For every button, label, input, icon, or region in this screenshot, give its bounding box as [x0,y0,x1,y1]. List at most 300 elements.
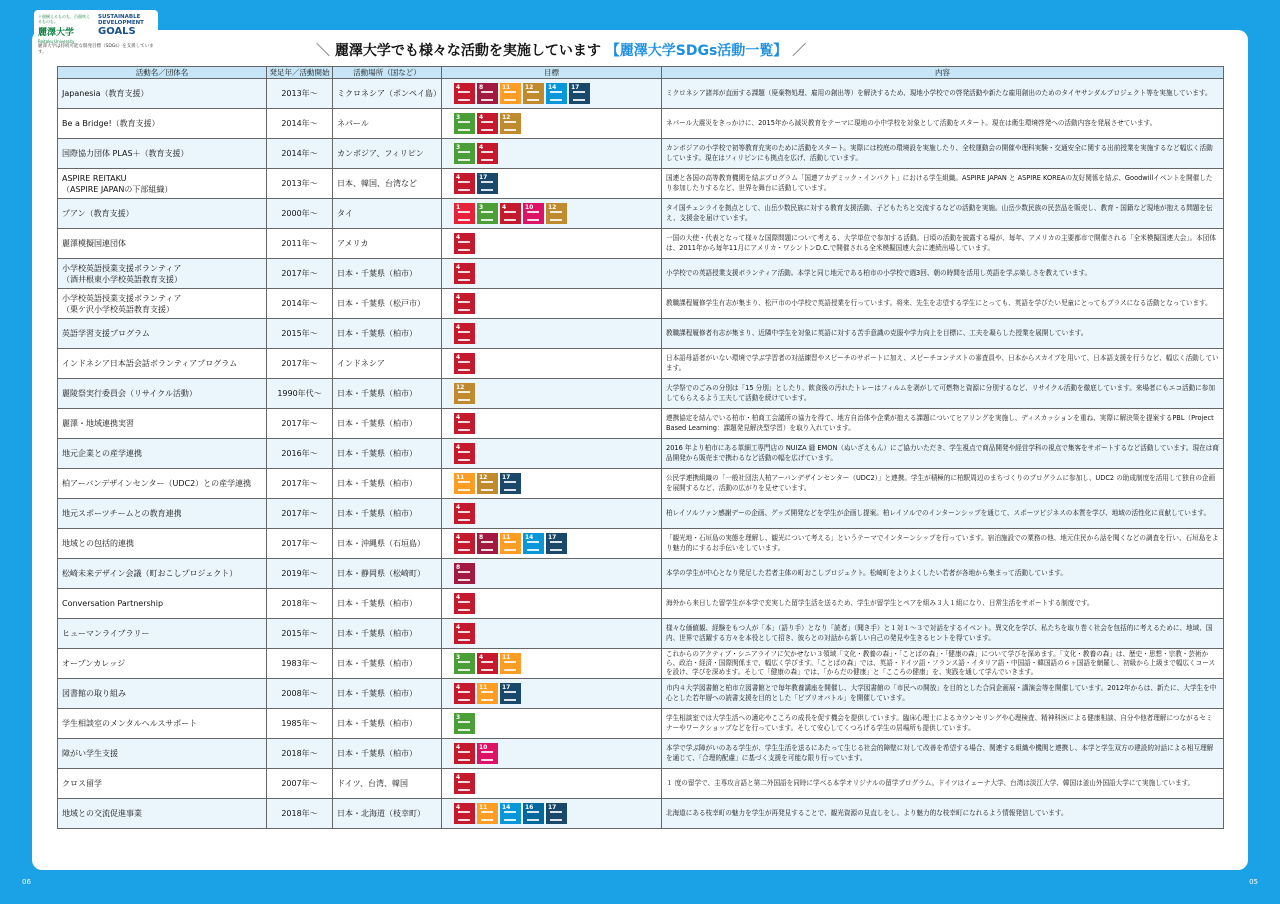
sdg-goal-number: 17 [548,534,557,541]
activity-name: オープンカレッジ [58,649,267,679]
sdg-goals [442,349,662,379]
sdg-goal-glyph [481,811,493,821]
sdg-goal-glyph [504,541,516,551]
start-year: 2013年～ [267,79,333,109]
sdg-goal-icon [477,473,498,494]
activity-place: 日本・千葉県（柏市） [333,709,442,739]
sdg-goal-number: 4 [456,534,461,541]
activity-name: Conversation Partnership [58,589,267,619]
activity-description: 日本語母語者がいない環境で学ぶ学習者の対話練習やスピーチのサポートに加え、スピーチコンテストの審査員や、日本からスカイプを用いて、日本語支援を行うなど、幅広く活動しています。 [662,349,1224,379]
sdg-goal-glyph [458,511,470,521]
sdg-goal-glyph [504,91,516,101]
sdg-goal-number: 4 [456,234,461,241]
table-row [58,439,1224,469]
activity-place: 日本・千葉県（柏市） [333,469,442,499]
sdg-goals [442,169,662,199]
sdg-goal-number: 17 [571,84,580,91]
table-row [58,379,1224,409]
activity-place: 日本・沖縄県（石垣島） [333,529,442,559]
start-year: 2011年～ [267,229,333,259]
table-row [58,199,1224,229]
sdg-goal-number: 3 [456,144,461,151]
sdg-goal-number: 17 [502,684,511,691]
activity-description: ネパール大震災をきっかけに、2015年から減災教育をテーマに現地の小中学校を対象として活動をスタート。現在は衛生環境啓発への活動内容を発展させています。 [662,109,1224,139]
start-year: 2007年～ [267,769,333,799]
sdg-goal-icon [454,233,475,254]
sdgs-logo [98,14,144,37]
sdg-goal-glyph [458,481,470,491]
sdg-goal-icon [454,503,475,524]
sdg-goal-glyph [504,691,516,701]
logo-university-en: Reitaku University [38,39,75,44]
activity-name: 学生相談室のメンタルヘルスサポート [58,709,267,739]
sdg-goal-number: 17 [479,174,488,181]
sdg-goal-number: 11 [479,804,488,811]
heading-main: 麗澤大学でも様々な活動を実施しています [334,43,601,59]
sdg-goals [442,559,662,589]
sdg-goal-number: 3 [479,204,484,211]
table-row [58,289,1224,319]
sdg-goal-glyph [458,271,470,281]
sdg-goal-glyph [481,691,493,701]
activity-name: 柏アーバンデザインセンター（UDC2）との産学連携 [58,469,267,499]
start-year: 2014年～ [267,139,333,169]
start-year: 2013年～ [267,169,333,199]
start-year: 2018年～ [267,589,333,619]
sdg-goal-number: 4 [456,354,461,361]
activity-place: 日本・千葉県（柏市） [333,649,442,679]
sdgs-line1: SUSTAINABLE [98,14,141,20]
sdg-goal-glyph [458,781,470,791]
table-row [58,529,1224,559]
activity-name: ASPIRE REITAKU （ASPIRE JAPANの下部組織） [58,169,267,199]
sdg-goal-glyph [458,421,470,431]
sdg-goal-number: 4 [456,84,461,91]
start-year: 1990年代～ [267,379,333,409]
sdg-goal-glyph [481,91,493,101]
sdg-goal-icon [454,443,475,464]
header-year: 発足年／活動開始 [267,67,333,79]
sdg-goal-number: 12 [456,384,465,391]
start-year: 2019年～ [267,559,333,589]
table-row [58,349,1224,379]
sdg-goals [442,439,662,469]
sdg-goal-icon [454,773,475,794]
activity-place: ミクロネシア（ポンペイ島） [333,79,442,109]
sdg-goal-icon [454,713,475,734]
sdg-goal-icon [454,263,475,284]
sdg-goal-number: 3 [456,714,461,721]
sdg-goal-glyph [458,121,470,131]
activity-place: 日本・千葉県（松戸市） [333,289,442,319]
sdg-goal-glyph [458,301,470,311]
sdg-goal-number: 16 [525,804,534,811]
activities-table [57,66,1224,829]
sdg-goal-glyph [504,661,516,671]
sdg-goal-number: 14 [502,804,511,811]
sdg-goal-icon [454,413,475,434]
sdg-goal-number: 3 [456,654,461,661]
table-row [58,679,1224,709]
sdg-goal-icon [500,473,521,494]
activity-description: 柏レイソルファン感謝デーの企画、グッズ開発などを学生が企画し提案。柏レイソルでのインターンシップを通じて、スポーツビジネスの本質を学び、地域の活性化に貢献しています。 [662,499,1224,529]
sdg-goals [442,379,662,409]
sdg-goal-glyph [458,91,470,101]
sdg-goals [442,739,662,769]
sdg-goal-icon [454,563,475,584]
table-row [58,709,1224,739]
sdgs-line2: DEVELOPMENT [98,20,144,26]
activity-place: 日本・千葉県（柏市） [333,319,442,349]
activity-name: プアン（教育支援） [58,199,267,229]
table-row [58,409,1224,439]
sdg-goal-icon [454,203,475,224]
sdg-goal-glyph [527,91,539,101]
start-year: 2017年～ [267,349,333,379]
activity-place: 日本・千葉県（柏市） [333,409,442,439]
sdg-goal-glyph [527,811,539,821]
activity-name: 障がい学生支援 [58,739,267,769]
sdg-goal-glyph [458,361,470,371]
activity-description: ミクロネシア諸邦が直面する課題（廃棄物処理、雇用の創出等）を解決するため、現地小学校での啓発活動や新たな雇用創出のためのタイヤサンダルプロジェクト等を実施しています。 [662,79,1224,109]
activity-place: インドネシア [333,349,442,379]
sdg-goals [442,709,662,739]
activity-place: 日本・千葉県（柏市） [333,379,442,409]
sdg-goal-icon [454,803,475,824]
activity-description: 学生相談室では大学生活への適応やこころの成長を促す機会を提供しています。臨床心理士によるカウンセリングや心理検査、精神科医による健康相談、自分や他者理解につながるセミナーやワークショップなどを行っています。そして安心してくつろげる学生の居場所も提供しています。 [662,709,1224,739]
activity-name: 小学校英語授業支援ボランティア （酒井根東小学校英語教育支援） [58,259,267,289]
sdg-goal-glyph [458,571,470,581]
sdg-goals [442,799,662,829]
sdg-goal-glyph [458,151,470,161]
table-row [58,319,1224,349]
header-content: 内容 [662,67,1224,79]
activity-description: 公民学連携組織の「一般社団法人柏アーバンデザインセンター（UDC2）」と連携。学生が積極的に柏駅周辺のまちづくりのプログラムに参加し、UDC2 の助成制度を活用して独自の企画を展開するなど、活動の広がりを見せています。 [662,469,1224,499]
sdg-goal-icon [454,353,475,374]
activity-name: Be a Bridge!（教育支援） [58,109,267,139]
sdg-goal-glyph [458,811,470,821]
sdg-goal-glyph [481,541,493,551]
sdg-goal-glyph [527,211,539,221]
sdg-goal-icon [477,803,498,824]
sdg-goal-icon [454,83,475,104]
sdg-goals [442,199,662,229]
sdg-goal-number: 4 [479,114,484,121]
sdg-goal-icon [454,383,475,404]
sdg-goal-icon [477,113,498,134]
activity-description: 国連と各国の高等教育機関を結ぶプログラム「国連アカデミック・インパクト」における学生組織。ASPIRE JAPAN と ASPIRE KOREAの友好関係を結ぶ、Goodwillイベントを開催したり参加したりするなど、世界を舞台に活動しています。 [662,169,1224,199]
sdg-goal-number: 4 [456,444,461,451]
sdg-goal-glyph [481,121,493,131]
table-row [58,139,1224,169]
table-row [58,769,1224,799]
activity-name: 地元スポーツチームとの教育連携 [58,499,267,529]
heading-sub: 【麗澤大学SDGs活動一覧】 [605,43,788,59]
sdg-goal-number: 14 [548,84,557,91]
sdg-goal-number: 11 [502,534,511,541]
activity-place: カンボジア、フィリピン [333,139,442,169]
sdg-goal-glyph [458,631,470,641]
activity-name: ヒューマンライブラリー [58,619,267,649]
university-name [38,14,92,44]
sdg-goal-number: 4 [456,774,461,781]
sdg-goal-icon [454,143,475,164]
sdg-goal-icon [500,113,521,134]
sdg-goal-glyph [481,481,493,491]
sdg-goal-glyph [458,181,470,191]
sdg-goals [442,769,662,799]
start-year: 2018年～ [267,739,333,769]
sdg-goal-number: 17 [502,474,511,481]
sdg-goal-glyph [573,91,585,101]
activity-description: 本学の学生が中心となり発足した若者主体の町おこしプロジェクト。松崎町をよりよくしたい若者が各地から集まって活動しています。 [662,559,1224,589]
header-goals: 目標 [442,67,662,79]
activity-description: 一国の大使・代表となって様々な国際問題について考える、大学単位で参加する活動。日頃の活動を披露する場が、毎年、アメリカの主要都市で開催される「全米模擬国連大会」。本団体は、2011年から毎年11月にアメリカ・ワシントンD.C.で開催される全米模擬国連大会に連続出場しています。 [662,229,1224,259]
sdg-goal-icon [454,683,475,704]
start-year: 2014年～ [267,109,333,139]
sdg-goal-icon [523,203,544,224]
page-number-right: 05 [1249,878,1258,886]
table-row [58,559,1224,589]
table-row [58,109,1224,139]
table-row [58,79,1224,109]
sdg-goal-glyph [504,811,516,821]
sdg-goal-icon [454,743,475,764]
sdg-goal-icon [500,803,521,824]
start-year: 1985年～ [267,709,333,739]
sdg-goal-icon [454,473,475,494]
table-row [58,649,1224,679]
sdg-goals [442,259,662,289]
activity-name: 英語学習支援プログラム [58,319,267,349]
sdg-goal-glyph [550,811,562,821]
activity-description: 大学祭でのごみの分別は「15 分別」としたり、飲食後の汚れたトレーはフィルムを剥がして可燃物と資源に分別するなど、リサイクル活動を徹底しています。来場者にもエコ活動に参加してもらえるよう工夫して活動を続けています。 [662,379,1224,409]
activity-place: 日本・千葉県（柏市） [333,499,442,529]
activity-name: 麗澤・地域連携実習 [58,409,267,439]
sdg-goal-number: 10 [525,204,534,211]
sdg-goal-glyph [527,541,539,551]
sdg-goal-number: 14 [525,534,534,541]
heading-left-slash: ＼ [316,43,330,59]
activity-description: タイ国チェンライを拠点として、山岳少数民族に対する教育支援活動、子どもたちと交流するなどの活動を実施。山岳少数民族の民芸品を販売し、教育・国籍など現地が抱える問題を伝え、支援金を届けています。 [662,199,1224,229]
sdg-goal-glyph [481,661,493,671]
start-year: 2016年～ [267,439,333,469]
sdg-goals [442,139,662,169]
sdg-goal-number: 4 [456,174,461,181]
sdg-goal-glyph [550,211,562,221]
sdg-goal-icon [477,743,498,764]
start-year: 2017年～ [267,529,333,559]
activity-name: 図書館の取り組み [58,679,267,709]
sdg-goal-number: 17 [548,804,557,811]
start-year: 1983年～ [267,649,333,679]
activity-description: 2016 年より柏市にある革細工専門店の NUIZA 縫 EMON（ぬいざえもん）にご協力いただき、学生視点で商品開発や経営学科の視点で集客をサポートするなど活動しています。現在は商品開発から販売まで携わるなど活動の幅を広げています。 [662,439,1224,469]
sdg-goal-number: 11 [502,84,511,91]
sdg-goal-icon [500,203,521,224]
sdg-goal-glyph [504,121,516,131]
sdg-goal-number: 4 [479,654,484,661]
sdg-goal-icon [477,173,498,194]
activity-name: 麗陵祭実行委員会（リサイクル活動） [58,379,267,409]
sdg-goal-number: 11 [502,654,511,661]
sdg-goal-icon [454,293,475,314]
sdg-goal-number: 8 [456,564,461,571]
sdg-goal-glyph [481,211,493,221]
sdg-goal-glyph [458,601,470,611]
sdg-goal-number: 4 [502,204,507,211]
sdg-goal-icon [523,803,544,824]
sdg-goal-number: 4 [456,414,461,421]
sdg-goal-glyph [550,91,562,101]
sdg-goal-number: 4 [456,804,461,811]
sdg-goal-icon [546,803,567,824]
activity-description: 連携協定を結んでいる柏市・柏商工会議所の協力を得て、地方自治体や企業が抱える課題についてヒアリングを実施し、ディスカッションを重ね、実際に解決策を提案するPBL（Project Based Learning：課題発見解決型学習）を取り入れています。 [662,409,1224,439]
sdg-goal-glyph [481,751,493,761]
sdg-goals [442,79,662,109]
sdg-goal-icon [546,83,567,104]
heading-right-slash: ／ [792,43,807,59]
sdg-goals [442,409,662,439]
sdg-goal-glyph [458,721,470,731]
sdg-goal-glyph [504,211,516,221]
sdg-goal-glyph [458,541,470,551]
activity-place: 日本・静岡県（松崎町） [333,559,442,589]
activity-description: 海外から来日した留学生が本学で充実した留学生活を送るため、学生が留学生とペアを組み３人１組になり、日常生活をサポートする制度です。 [662,589,1224,619]
activity-description: １ 度の留学で、主専攻言語と第二外国語を同時に学べる本学オリジナルの留学プログラム。ドイツはイェーナ大学、台湾は淡江大学、韓国は釜山外国語大学にて実施しています。 [662,769,1224,799]
sdg-goal-glyph [458,691,470,701]
activity-name: 地元企業との産学連携 [58,439,267,469]
sdg-goal-glyph [481,151,493,161]
activity-place: 日本・千葉県（柏市） [333,739,442,769]
activity-description: 様々な価値観、経験をもつ人が「本」（語り手）となり「読者」（聞き手）と１対１～３で対話をするイベント。異文化を学び、私たちを取り巻く社会を包括的に考えるために、地域、国内、世界で活躍する方々を本役として招き、彼らとの対話から新しい自己の発見や生きるヒントを得ています。 [662,619,1224,649]
sdg-goal-icon [477,83,498,104]
table-row [58,259,1224,289]
sdg-goal-icon [500,683,521,704]
activity-name: クロス留学 [58,769,267,799]
sdg-goal-glyph [458,751,470,761]
activity-name: 地域との包括的連携 [58,529,267,559]
sdg-goal-icon [454,593,475,614]
sdgs-line3: GOALS [98,26,136,37]
activity-description: 「観光地・石垣島の実態を理解し、観光について考える」というテーマでインターンシップを行っています。宿泊施設での業務の他、地元住民から話を聞くなどの調査を行い、石垣島をより魅力的にするお手伝いをしています。 [662,529,1224,559]
sdg-goal-number: 4 [456,264,461,271]
activity-description: 教職課程履修者有志が集まり、近隣中学生を対象に英語に対する苦手意識の克服や学力向上を目標に、工夫を凝らした授業を展開しています。 [662,319,1224,349]
start-year: 2017年～ [267,259,333,289]
activity-name: 国際協力団体 PLAS＋（教育支援） [58,139,267,169]
sdg-goal-glyph [458,661,470,671]
page-number-left: 06 [22,878,31,886]
sdg-goal-glyph [458,451,470,461]
sdg-goal-icon [454,623,475,644]
sdg-goal-number: 3 [456,114,461,121]
sdg-goal-icon [500,83,521,104]
activity-name: Japanesia（教育支援） [58,79,267,109]
sdg-goal-icon [569,83,590,104]
logo-note: 麗澤大学は持続可能な開発目標（SDGs）を支援しています。 [38,44,154,55]
activity-description: 小学校での英語授業支援ボランティア活動。本学と同じ地元である柏市の小学校で週3回、朝の時間を活用し英語を学ぶ楽しさを教えています。 [662,259,1224,289]
activity-description: 本学で学ぶ障がいのある学生が、学生生活を送るにあたって生じる社会的障壁に対して改善を希望する場合、関連する組織や機関と連携し、本学と学生双方の建設的対話による相互理解を通じて、「合理的配慮」に基づく支援を可能な限り行っています。 [662,739,1224,769]
table-row [58,799,1224,829]
activity-description: 市内４大学図書館と柏市立図書館とで毎年教養講座を開催し、大学図書館の「市民への開放」を目的とした合同企画展・講演会等を開催しています。2012年からは、新たに、大学生を中心とした若年層への読書支援を目的とした「ビブリオバトル」を開催しています。 [662,679,1224,709]
sdg-goal-number: 4 [456,294,461,301]
sdg-goal-number: 4 [456,624,461,631]
sdg-goal-glyph [504,481,516,491]
start-year: 2014年～ [267,289,333,319]
start-year: 2018年～ [267,799,333,829]
sdg-goal-number: 11 [456,474,465,481]
sdg-goals [442,679,662,709]
table-header-row [58,67,1224,79]
table-row [58,739,1224,769]
sdg-goal-number: 4 [479,144,484,151]
activity-place: 日本・千葉県（柏市） [333,259,442,289]
sdg-goal-glyph [550,541,562,551]
activity-place: 日本・千葉県（柏市） [333,679,442,709]
activity-place: タイ [333,199,442,229]
sdg-goals [442,289,662,319]
activity-description: カンボジアの小学校で初等教育充実のために活動をスタート。実際には校庭の環境設を実施したり、全校運動会の開催や理科実験・交通安全に関する出前授業を実施するなど幅広く活動しています。現在はフィリピンにも拠点を広げ、活動しています。 [662,139,1224,169]
logo-university: 麗澤大学 [38,28,75,38]
sdg-goals [442,109,662,139]
activity-place: 日本・千葉県（柏市） [333,439,442,469]
sdg-goal-icon [523,533,544,554]
sdg-goal-icon [454,653,475,674]
sdg-goal-icon [454,533,475,554]
start-year: 2015年～ [267,619,333,649]
start-year: 2017年～ [267,409,333,439]
activity-place: 日本、韓国、台湾など [333,169,442,199]
sdg-goal-number: 8 [479,84,484,91]
table-row [58,469,1224,499]
sdg-goal-glyph [481,181,493,191]
sdg-goal-number: 8 [479,534,484,541]
sdg-goal-number: 10 [479,744,488,751]
sdg-goal-number: 4 [456,744,461,751]
sdg-goal-number: 4 [456,324,461,331]
sdg-goal-number: 12 [548,204,557,211]
table-row [58,229,1224,259]
sdg-goal-number: 1 [456,204,461,211]
sdg-goal-icon [523,83,544,104]
sdg-goal-glyph [458,211,470,221]
sdg-goal-number: 4 [456,504,461,511]
header-place: 活動場所（国など） [333,67,442,79]
activity-name: 地域との交流促進事業 [58,799,267,829]
page-title [316,40,876,62]
sdg-goal-icon [454,113,475,134]
sdg-goal-icon [500,533,521,554]
table-row [58,169,1224,199]
sdg-goal-number: 12 [479,474,488,481]
sdg-goal-icon [477,203,498,224]
start-year: 2017年～ [267,469,333,499]
sdg-goals [442,469,662,499]
activity-description: 北海道にある枝幸町の魅力を学生が再発見することで、観光資源の見直しをし、より魅力的な枝幸町になれるよう情報発信しています。 [662,799,1224,829]
table-row [58,499,1224,529]
sdg-goal-number: 12 [525,84,534,91]
sdg-goal-icon [500,653,521,674]
header-activity: 活動名／団体名 [58,67,267,79]
sdg-goal-glyph [458,241,470,251]
start-year: 2000年～ [267,199,333,229]
sdg-goal-number: 12 [502,114,511,121]
logo-tagline: 十個樹えるものも、百個咲えるものも。 [38,14,90,24]
sdg-goal-icon [546,533,567,554]
table-row [58,589,1224,619]
sdg-goals [442,229,662,259]
activity-place: ドイツ、台湾、韓国 [333,769,442,799]
sdg-goals [442,619,662,649]
